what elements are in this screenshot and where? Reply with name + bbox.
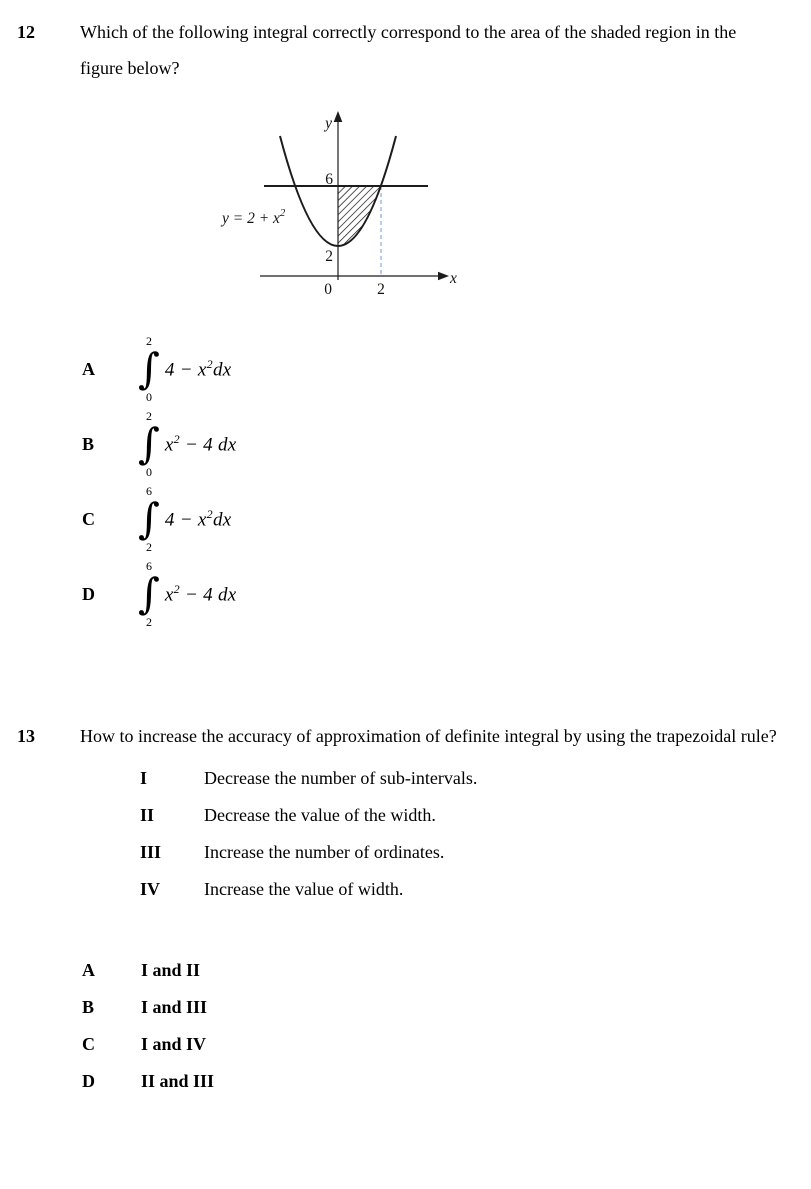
question-12: [17, 14, 811, 634]
tick-label-x2: 2: [377, 281, 385, 298]
parabola-figure: [220, 106, 482, 306]
option-row-a: [80, 334, 794, 404]
origin-label: 0: [324, 281, 332, 298]
question-12-body: [80, 14, 794, 634]
option-row-c: [80, 1026, 794, 1063]
upper-limit: 2: [145, 334, 152, 348]
option-label: C: [82, 508, 95, 529]
option-label: D: [82, 1071, 95, 1091]
integral-sign-with-limits: [138, 335, 160, 403]
option-row-d: [80, 1063, 794, 1100]
option-row-d: [80, 559, 794, 629]
option-row-b: [80, 409, 794, 479]
question-13-statements: [140, 760, 794, 908]
integral-sign: ∫: [138, 569, 160, 618]
statement-numeral: II: [140, 805, 155, 825]
integral-sign-with-limits: [138, 410, 160, 478]
option-label: D: [82, 583, 95, 604]
option-label: B: [82, 997, 95, 1017]
question-12-figure: [220, 106, 482, 306]
statement-text: Decrease the number of sub-intervals.: [204, 768, 478, 788]
x-axis-arrow: [438, 272, 449, 281]
option-label: A: [82, 358, 95, 379]
x-axis-label: x: [450, 270, 457, 287]
tick-label-y6: 6: [325, 171, 333, 188]
y-axis-arrow: [334, 111, 343, 122]
question-13-text: How to increase the accuracy of approximation of definite integral by using the trapezoidal rule?: [80, 726, 777, 746]
option-row-b: [80, 989, 794, 1026]
integrand-expression: $x^2 - 4$ dx: [164, 431, 237, 456]
statement-i: [140, 760, 794, 797]
tick-label-y2: 2: [325, 248, 333, 265]
integral-sign-with-limits: [138, 560, 160, 628]
option-text: II and III: [141, 1071, 215, 1091]
lower-limit: 0: [145, 465, 152, 479]
question-13-options: [80, 952, 794, 1100]
statement-text: Decrease the value of the width.: [204, 805, 436, 825]
lower-limit: 2: [145, 615, 152, 629]
question-12-number: 12: [17, 22, 35, 42]
option-text: I and III: [141, 997, 208, 1017]
statement-ii: [140, 797, 794, 834]
y-axis-label: y: [325, 115, 332, 132]
upper-limit: 6: [145, 559, 152, 573]
statement-iii: [140, 834, 794, 871]
statement-numeral: III: [140, 842, 162, 862]
integral-sign: ∫: [138, 494, 160, 543]
upper-limit: 2: [145, 409, 152, 423]
option-label: A: [82, 960, 95, 980]
lower-limit: 0: [145, 390, 152, 404]
option-text: I and II: [141, 960, 201, 980]
option-label: C: [82, 1034, 95, 1054]
shaded-region: [338, 186, 381, 246]
question-13-body: [80, 718, 794, 1100]
integrand-expression: $4 - x^2dx$: [164, 356, 232, 381]
option-label: B: [82, 433, 95, 454]
integrand-expression: $4 - x^2dx$: [164, 506, 232, 531]
statement-text: Increase the number of ordinates.: [204, 842, 445, 862]
upper-limit: 6: [145, 484, 152, 498]
statement-numeral: I: [140, 768, 148, 788]
option-row-a: [80, 952, 794, 989]
lower-limit: 2: [145, 540, 152, 554]
question-12-text: Which of the following integral correctly correspond to the area of the shaded region in the figure below?: [80, 22, 737, 78]
statement-iv: [140, 871, 794, 908]
curve-equation-label: $y = 2 + x^2$: [222, 208, 286, 227]
statement-numeral: IV: [140, 879, 161, 899]
question-13: [17, 718, 811, 1100]
integral-sign-with-limits: [138, 485, 160, 553]
question-12-options: [80, 334, 794, 629]
statement-text: Increase the value of width.: [204, 879, 404, 899]
option-row-c: [80, 484, 794, 554]
option-text: I and IV: [141, 1034, 207, 1054]
question-13-number: 13: [17, 726, 35, 746]
integral-sign: ∫: [138, 344, 160, 393]
integral-sign: ∫: [138, 419, 160, 468]
integrand-expression: $x^2 - 4$ dx: [164, 581, 237, 606]
